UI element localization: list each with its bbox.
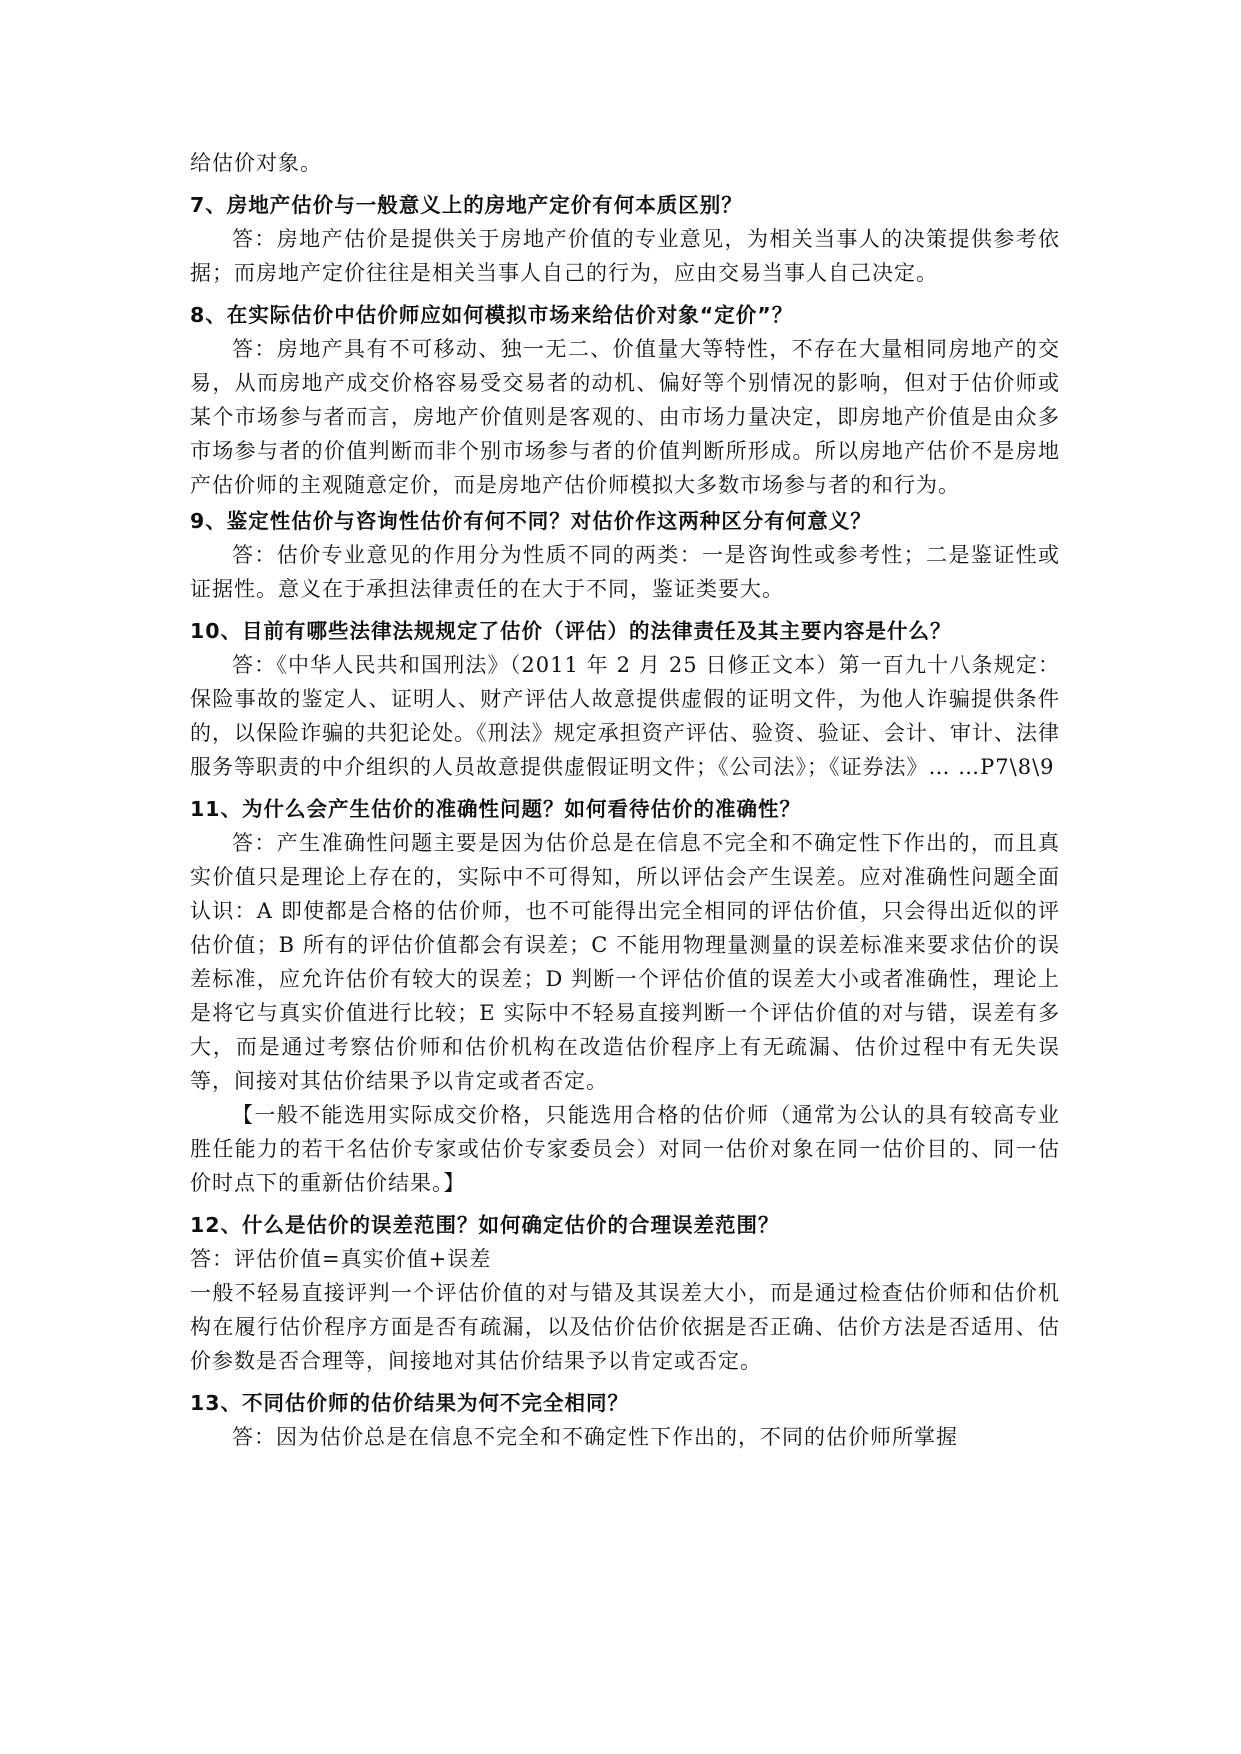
question-heading: 11、为什么会产生估价的准确性问题？如何看待估价的准确性？ xyxy=(190,797,802,821)
paragraph-spacer xyxy=(190,180,1060,188)
paragraph-spacer xyxy=(190,290,1060,298)
answer-paragraph: 答：因为估价总是在信息不完全和不确定性下作出的，不同的估价师所掌握 xyxy=(232,1425,958,1449)
answer-paragraph: 答：评估价值=真实价值+误差 xyxy=(190,1247,492,1271)
answer-paragraph: 答：估价专业意见的作用分为性质不同的两类：一是咨询性或参考性；二是鉴证性或证据性。意义在于承担法律责任的在大于不同，鉴证类要大。 xyxy=(190,543,1060,601)
question-heading: 13、不同估价师的估价结果为何不完全相同？ xyxy=(190,1391,630,1415)
paragraph-spacer xyxy=(190,606,1060,614)
answer-paragraph: 一般不轻易直接评判一个评估价值的对与错及其误差大小，而是通过检查估价师和估价机构在履行估价程序方面是否有疏漏，以及估价估价依据是否正确、估价方法是否适用、估价参数是否合理等，间接地对其估价结果予以肯定或否定。 xyxy=(190,1281,1060,1373)
document-page xyxy=(190,146,1060,1454)
answer-paragraph: 答：房地产具有不可移动、独一无二、价值量大等特性，不存在大量相同房地产的交易，从而房地产成交价格容易受交易者的动机、偏好等个别情况的影响，但对于估价师或某个市场参与者而言，房地产价值则是客观的、由市场力量决定，即房地产价值是由众多市场参与者的价值判断而非个别市场参与者的价值判断所形成。所以房地产估价不是房地产估价师的主观随意定价，而是房地产估价师模拟大多数市场参与者的和行为。 xyxy=(190,337,1060,497)
answer-paragraph: 答：《中华人民共和国刑法》（2011 年 2 月 25 日修正文本）第一百九十八条规定：保险事故的鉴定人、证明人、财产评估人故意提供虚假的证明文件，为他人诈骗提供条件的，以保险诈骗的共犯论处。《刑法》规定承担资产评估、验资、验证、会计、审计、法律服务等职责的中介组织的人员故意提供虚假证明文件；《公司法》；《证券法》… …P7\8\9 xyxy=(190,653,1060,779)
answer-paragraph: 给估价对象。 xyxy=(190,151,322,175)
question-heading: 8、在实际估价中估价师应如何模拟市场来给估价对象“定价”？ xyxy=(190,303,794,327)
paragraph-spacer xyxy=(190,784,1060,792)
question-heading: 9、鉴定性估价与咨询性估价有何不同？对估价作这两种区分有何意义？ xyxy=(190,509,872,533)
question-heading: 10、目前有哪些法律法规规定了估价（评估）的法律责任及其主要内容是什么？ xyxy=(190,619,952,643)
paragraph-spacer xyxy=(190,1200,1060,1208)
answer-paragraph: 答：房地产估价是提供关于房地产价值的专业意见，为相关当事人的决策提供参考依据；而房地产定价往往是相关当事人自己的行为，应由交易当事人自己决定。 xyxy=(190,227,1060,285)
answer-paragraph: 【一般不能选用实际成交价格，只能选用合格的估价师（通常为公认的具有较高专业胜任能力的若干名估价专家或估价专家委员会）对同一估价对象在同一估价目的、同一估价时点下的重新估价结果。】 xyxy=(190,1103,1060,1195)
answer-paragraph: 答：产生准确性问题主要是因为估价总是在信息不完全和不确定性下作出的，而且真实价值只是理论上存在的，实际中不可得知，所以评估会产生误差。应对准确性问题全面认识：A 即使都是合格的估价师，也不可能得出完全相同的评估价值，只会得出近似的评估价值；B 所有的评估价值都会有误差；C 不能用物理量测量的误差标准来要求估价的误差标准，应允许估价有较大的误差；D 判断一个评估价值的误差大小或者准确性，理论上是将它与真实价值进行比较；E 实际中不轻易直接判断一个评估价值的对与错，误差有多大，而是通过考察估价师和估价机构在改造估价程序上有无疏漏、估价过程中有无失误等，间接对其估价结果予以肯定或者否定。 xyxy=(190,831,1060,1093)
paragraph-spacer xyxy=(190,1378,1060,1386)
question-heading: 12、什么是估价的误差范围？如何确定估价的合理误差范围？ xyxy=(190,1213,780,1237)
question-heading: 7、房地产估价与一般意义上的房地产定价有何本质区别？ xyxy=(190,193,743,217)
